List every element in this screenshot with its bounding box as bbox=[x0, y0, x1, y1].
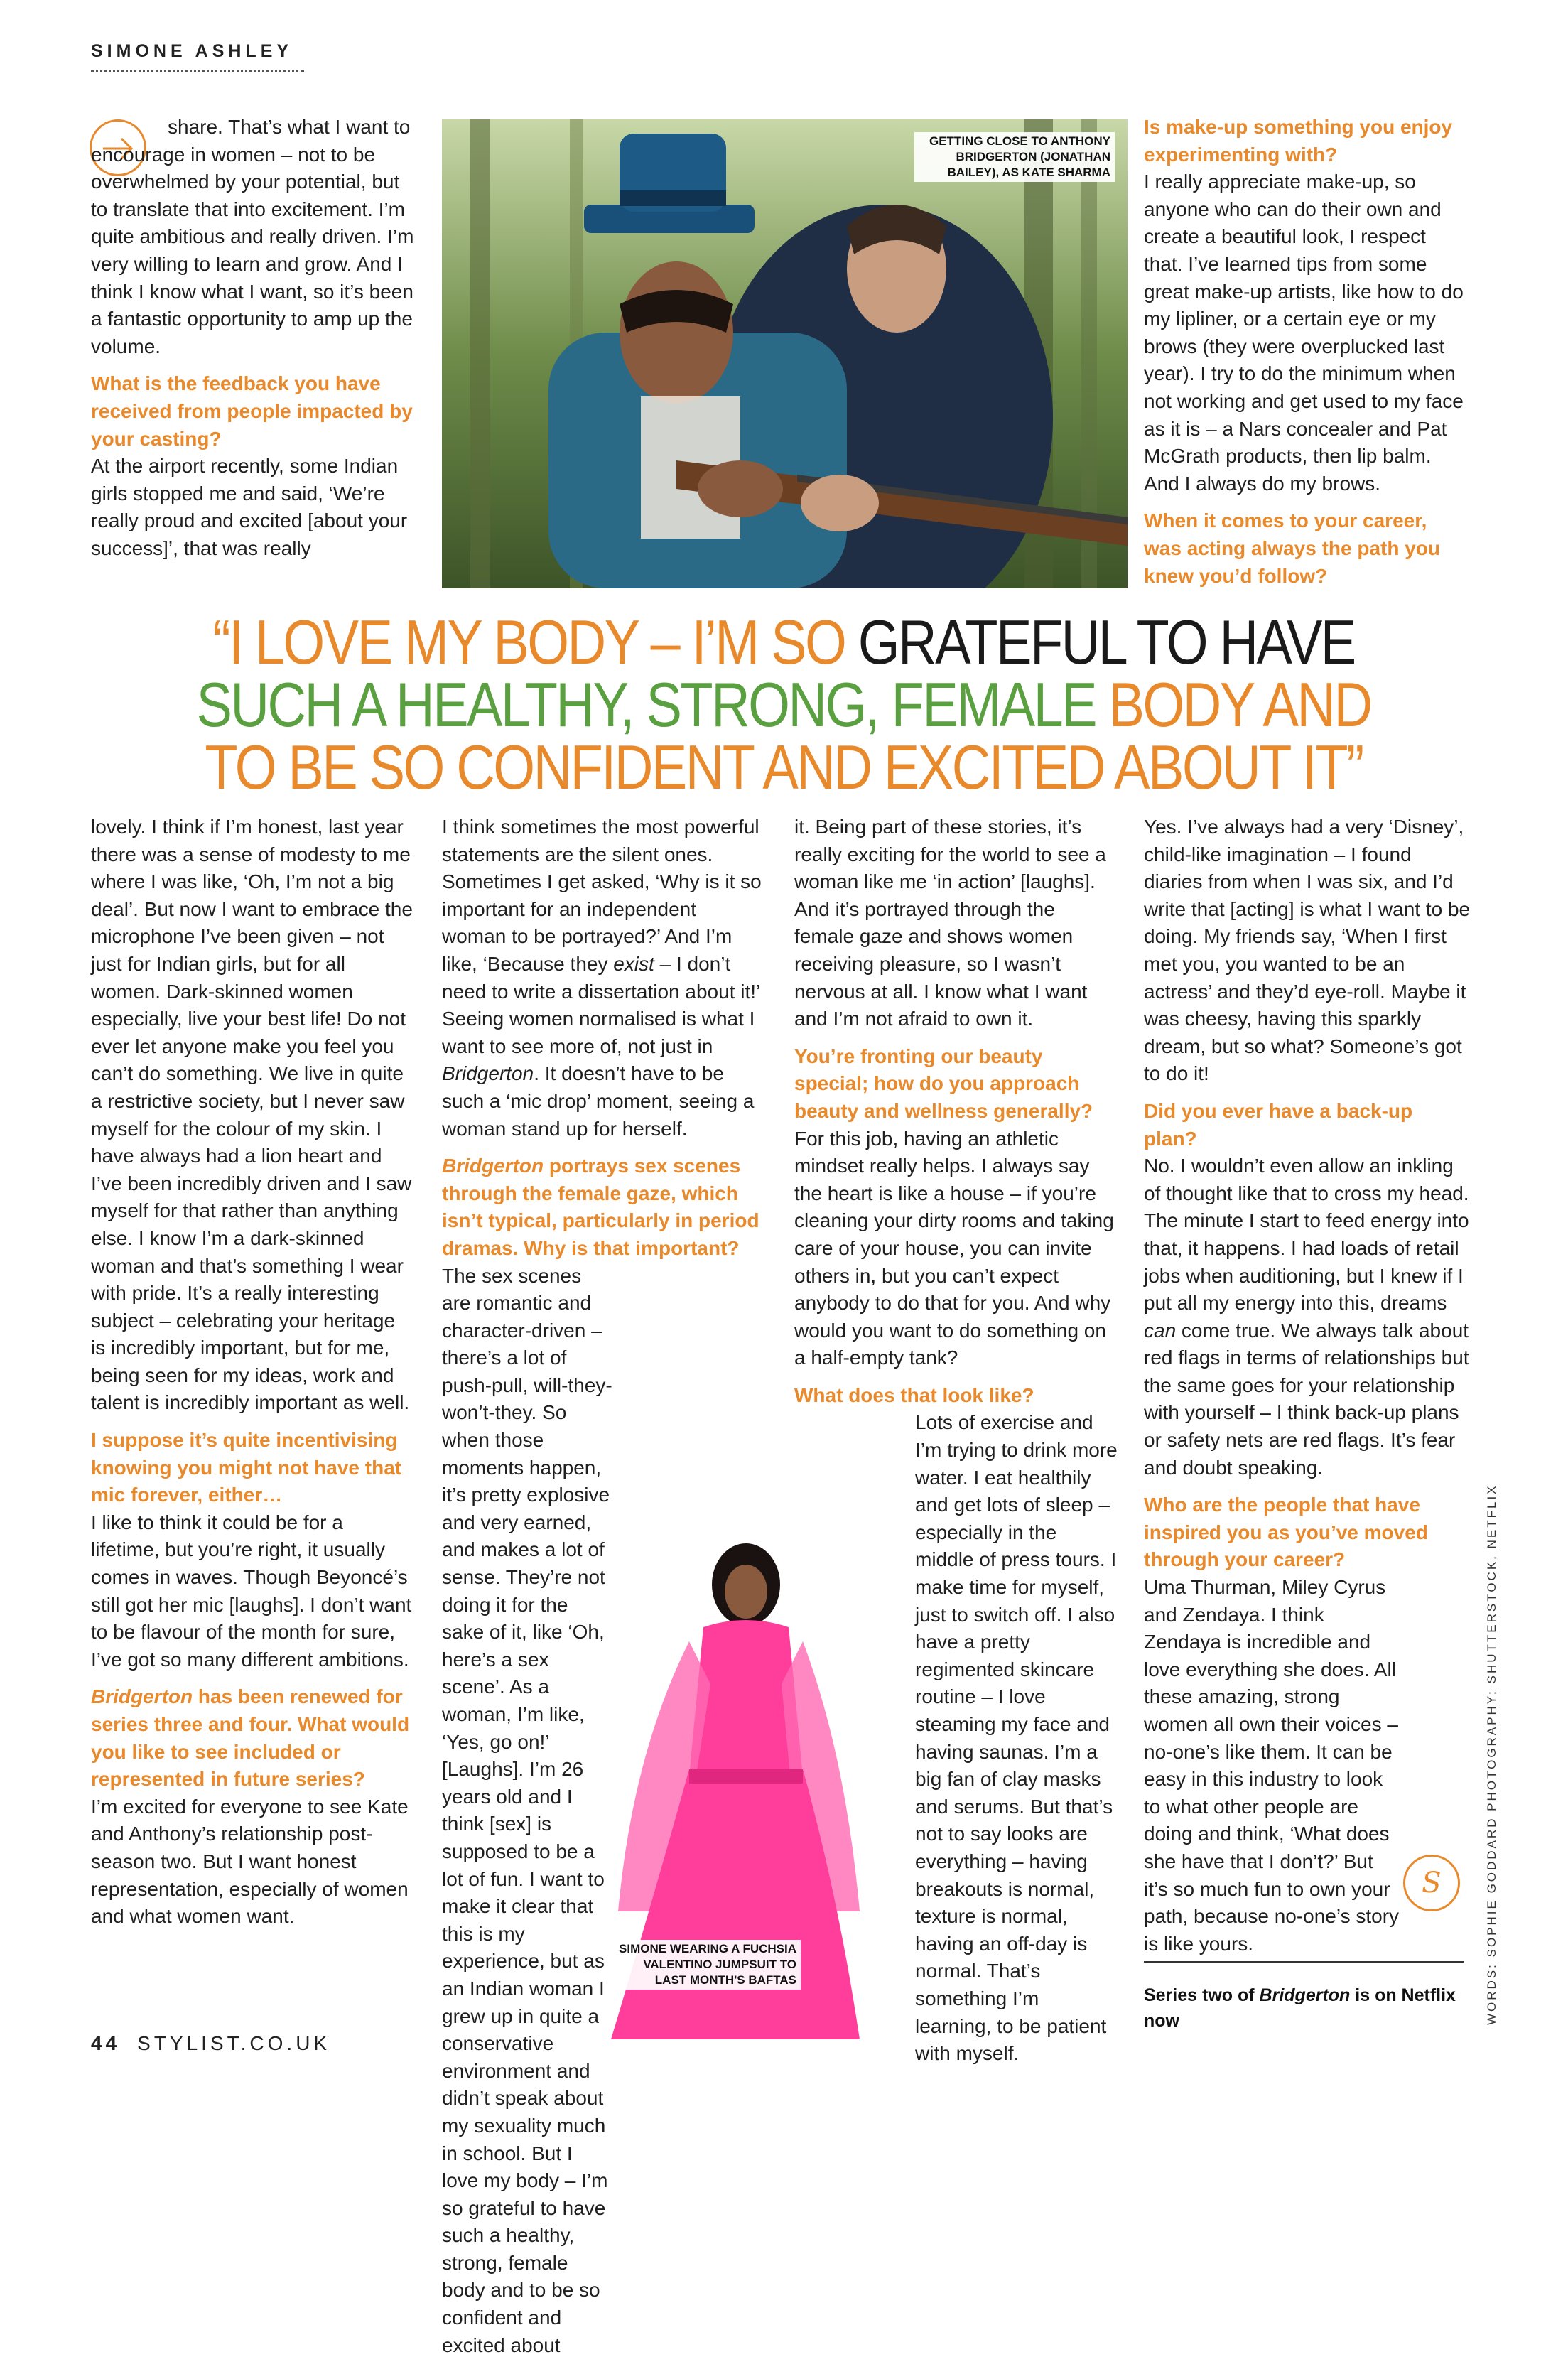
question: Did you ever have a back-up plan? bbox=[1144, 1099, 1413, 1150]
pull-quote-line-1: “I LOVE MY BODY – I’M SO GRATEFUL TO HAVE bbox=[212, 607, 1355, 677]
body-paragraph: I like to think it could be for a lifetime, but you’re right, it usually comes in waves. Though Beyoncé’s still got her mic [laughs]. I don’t want to be flavour of the month for sure, I’ve got so many different ambitions. bbox=[91, 1511, 412, 1671]
body-paragraph: For this job, having an athletic mindset really helps. I always say the heart is like a house – if you’re cleaning your dirty rooms and taking care of your house, you can invite others in, but you can’t expect anybody to do that for you. And why would you want to do something on a half-empty tank? bbox=[794, 1127, 1114, 1369]
question: What does that look like? bbox=[794, 1383, 1034, 1406]
question: When it comes to your career, was acting always the path you knew you’d follow? bbox=[1144, 509, 1441, 587]
top-left-column bbox=[91, 114, 418, 573]
question: What is the feedback you have received from people impacted by your casting? bbox=[91, 372, 413, 450]
question: Bridgerton portrays sex scenes through the female gaze, which isn’t typical, particularly in period dramas. Why is that important? bbox=[442, 1155, 759, 1259]
bridgerton-still-illustration bbox=[442, 119, 1128, 588]
pull-quote bbox=[188, 607, 1380, 802]
body-paragraph: No. I wouldn’t even allow an inkling of thought like that to cross my head. The minute I start to feed energy into that, it happens. I had loads of retail jobs when auditioning, but I knew if I put all my energy into this, dreams can come true. We always talk about red flags in terms of relationships but the same goes for your relationship with yourself – I think back-up plans or safety nets are red flags. It’s fear and doubt speaking. bbox=[1144, 1155, 1469, 1479]
body-paragraph: I’m excited for everyone to see Kate and Anthony’s relationship post-season two. But I want honest representation, especially of women and what women want. bbox=[91, 1795, 409, 1928]
body-paragraph: Uma Thurman, Miley Cyrus and Zendaya. I think Zendaya is incredible and love everything she does. All these amazing, strong women all own their voices – no-one’s like them. It can be easy in this industry to look to what other people are doing and think, ‘What does she have that I don’t?’ But it’s so much fun to own your path, because no-one’s story is like yours. bbox=[1144, 1576, 1400, 1955]
top-right-column bbox=[1144, 114, 1464, 600]
body-paragraph: At the airport recently, some Indian girls stopped me and said, ‘We’re really proud and excited [about your success]’, that was really bbox=[91, 455, 408, 559]
question: You’re fronting our beauty special; how do you approach beauty and wellness generally? bbox=[794, 1045, 1093, 1122]
question: Who are the people that have inspired you as you’ve moved through your career? bbox=[1144, 1494, 1428, 1571]
credit-rule bbox=[1144, 1961, 1464, 1963]
body-paragraph: Lots of exercise and I’m trying to drink more water. I eat healthily and get lots of sleep – especially in the middle of press tours. I make time for myself, just to switch off. I also have a pretty regimented skincare routine – I love steaming my face and having saunas. I’m a big fan of clay masks and serums. But that’s not to say looks are everything – having breakouts is normal, texture is normal, having an off-day is normal. That’s something I’m learning, to be patient with myself. bbox=[915, 1411, 1118, 2065]
body-paragraph: share. That’s what I want to encourage in women – not to be overwhelmed by your potential, but to translate that into excitement. I’m quite ambitious and really driven. I’m very willing to learn and grow. And I think I know what I want, so it’s been a fantastic opportunity to amp up the volume. bbox=[91, 116, 414, 357]
question: I suppose it’s quite incentivising knowing you might not have that mic forever, either… bbox=[91, 1429, 402, 1506]
running-head: SIMONE ASHLEY bbox=[91, 41, 293, 61]
page-number: 44 bbox=[91, 2032, 121, 2054]
body-paragraph: I think sometimes the most powerful statements are the silent ones. Sometimes I get asked, ‘Why is it so important for an independent woman to be portrayed?’ And I’m like, ‘Because they exist – I don’t need to write a dissertation about it!’ Seeing women normalised is what I want to see more of, not just in Bridgerton. It doesn’t have to be such a ‘mic drop’ moment, seeing a woman stand up for herself. bbox=[442, 816, 762, 1140]
body-paragraph: it. Being part of these stories, it’s really exciting for the world to see a woman like me ‘in action’ [laughs]. And it’s portrayed through the female gaze and shows women receiving pleasure, so I wasn’t nervous at all. I know what I want and I’m not afraid to own it. bbox=[794, 816, 1106, 1030]
body-paragraph: I really appreciate make-up, so anyone who can do their own and create a beautiful look, I respect that. I’ve learned tips from some great make-up artists, like how to do my lipliner, or a certain eye or my brows (they were overplucked last year). I try to do the minimum when not working and get used to my face as it is – a Nars concealer and Pat McGrath products, then lip balm. And I always do my brows. bbox=[1144, 171, 1464, 495]
top-photo-caption: GETTING CLOSE TO ANTHONY BRIDGERTON (JONATHAN BAILEY), AS KATE SHARMA bbox=[914, 132, 1115, 182]
pull-quote-line-3: TO BE SO CONFIDENT AND EXCITED ABOUT IT” bbox=[205, 732, 1363, 802]
question: Bridgerton has been renewed for series three and four. What would you like to see included or represented in future series? bbox=[91, 1685, 410, 1791]
running-head-rule bbox=[91, 70, 304, 72]
column-3 bbox=[794, 814, 1118, 2078]
page-folio bbox=[91, 2032, 330, 2055]
column-4 bbox=[1144, 814, 1471, 1968]
bottom-photo-caption: SIMONE WEARING A FUCHSIA VALENTINO JUMPSUIT TO LAST MONTH'S BAFTAS bbox=[611, 1940, 801, 1990]
column-1 bbox=[91, 814, 414, 1941]
body-paragraph: The sex scenes are romantic and character-driven – there’s a lot of push-pull, will-they-won’t-they. So when those moments happen, it’s pretty explosive and very earned, and makes a lot of sense. They’re not doing it for the sake of it, like ‘Oh, here’s a sex scene’. As a woman, I’m like, ‘Yes, go on!’ [Laughs]. I’m 26 years old and I think [sex] is supposed to be a lot of fun. I want to make it clear that this is my experience, but as an Indian woman I grew up in quite a conservative environment and didn’t speak about my sexuality much in school. But I love my body – I’m so grateful to have such a healthy, strong, female body and to be so confident and excited about bbox=[442, 1264, 612, 2356]
body-paragraph: lovely. I think if I’m honest, last year there was a sense of modesty to me where I was like, ‘Oh, I’m not a big deal’. But now I want to embrace the microphone I’ve been given – not just for Indian girls, but for all women. Dark-skinned women especially, live your best life! Do not ever let anyone make you feel you can’t do something. We live in quite a restrictive society, but I never saw myself for the colour of my skin. I have always had a lion heart and I’ve been incredibly driven and I saw myself for that rather than anything else. I know I’m a dark-skinned woman and that’s something I wear with pride. It’s a really interesting subject – celebrating your heritage is incredibly important, but for me, being seen for my ideas, work and talent is incredibly important as well. bbox=[91, 816, 413, 1414]
photo-credit: WORDS: SOPHIE GODDARD PHOTOGRAPHY: SHUTTERSTOCK, NETFLIX bbox=[1485, 1484, 1498, 2025]
body-paragraph: Yes. I’ve always had a very ‘Disney’, child-like imagination – I found diaries from when I was six, and I’d write that [acting] is what I want to be doing. My friends say, ‘When I first met you, you wanted to be an actress’ and they’d eye-roll. Maybe it was cheesy, having this sparkly dream, but so what? Someone’s got to do it! bbox=[1144, 816, 1471, 1085]
bridgerton-still-photo bbox=[442, 119, 1128, 588]
question: Is make-up something you enjoy experimenting with? bbox=[1144, 116, 1453, 166]
series-credit: Series two of Bridgerton is on Netflix now bbox=[1144, 1985, 1456, 2031]
stylist-s-logo-icon: S bbox=[1403, 1855, 1460, 1911]
site-url: STYLIST.CO.UK bbox=[137, 2032, 331, 2054]
pull-quote-line-2: SUCH A HEALTHY, STRONG, FEMALE BODY AND bbox=[196, 669, 1371, 740]
